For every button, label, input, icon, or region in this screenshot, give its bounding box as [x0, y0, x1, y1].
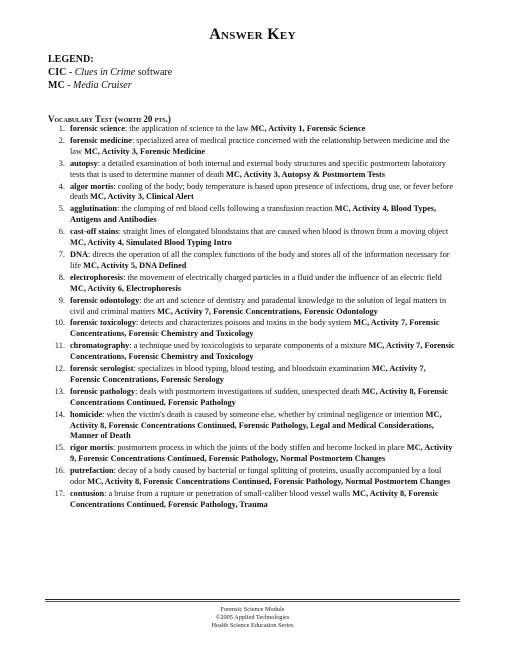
item-term: forensic odontology	[70, 295, 140, 305]
item-number: 9.	[58, 295, 65, 305]
item-term: homicide	[70, 409, 103, 419]
item-definition: : the application of science to the law	[124, 124, 251, 133]
item-number: 5.	[58, 204, 65, 214]
list-item	[48, 124, 455, 135]
item-reference: MC, Activity 7, Forensic Concentrations, Forensic Chemistry and Toxicology	[70, 341, 455, 362]
item-term: cast-off stains	[70, 227, 119, 237]
legend-heading: LEGEND:	[48, 54, 94, 65]
legend-abbr: CIC	[48, 67, 67, 78]
item-term: forensic medicine	[70, 135, 132, 145]
footer	[0, 606, 505, 630]
item-text	[70, 410, 455, 443]
list-item	[48, 204, 455, 226]
item-definition: : deals with postmortem investigations of sudden, unexpected death	[135, 386, 362, 396]
item-definition: : a technique used by toxicologists to separate components of a mixture	[129, 341, 369, 351]
legend-sep: -	[66, 67, 75, 78]
item-term: electrophoresis	[70, 272, 124, 282]
item-term: forensic science	[70, 124, 125, 133]
item-reference: MC, Activity 8, Forensic Concentrations Continued, Forensic Pathology	[70, 386, 449, 407]
item-number: 11.	[54, 341, 65, 351]
item-number: 10.	[54, 318, 65, 328]
legend-abbr: MC	[48, 80, 65, 91]
item-reference: MC, Activity 7, Forensic Concentrations, Forensic Serology	[70, 364, 426, 384]
item-number: 6.	[58, 227, 65, 237]
item-number: 2.	[58, 135, 65, 145]
item-text	[70, 227, 455, 249]
item-definition: : specialized area of medical practice concerned with the relationship between medicine and the law	[70, 135, 450, 156]
item-reference: MC, Activity 4, Simulated Blood Typing Intro	[70, 238, 232, 248]
item-number: 1.	[58, 124, 65, 133]
list-item	[48, 466, 455, 488]
item-term: chromatography	[70, 341, 130, 351]
item-definition: : decay of a body caused by bacterial or fungal splitting of proteins, usually accompanied by a foul odor	[70, 466, 442, 487]
list-item	[48, 318, 455, 340]
list-item	[48, 159, 455, 181]
item-number: 14.	[54, 409, 65, 419]
item-number: 3.	[58, 158, 65, 168]
item-reference: MC, Activity 3, Autopsy & Postmortem Tests	[225, 169, 385, 179]
item-reference: MC, Activity 4, Blood Types, Antigens and Antibodies	[70, 204, 437, 225]
item-number: 16.	[54, 466, 65, 476]
item-text	[70, 443, 455, 465]
item-term: algor mortis	[70, 181, 114, 191]
list-item	[48, 227, 455, 249]
item-reference: MC, Activity 1, Forensic Science	[250, 124, 366, 133]
legend-name: Media Cruiser	[73, 80, 132, 91]
legend-entry	[48, 79, 172, 92]
footer-line: Forensic Science Module	[220, 606, 285, 613]
item-term: autopsy	[70, 158, 98, 168]
list-item	[48, 341, 455, 363]
item-term: contusion	[70, 489, 105, 498]
item-text	[70, 364, 455, 386]
item-text	[70, 182, 455, 204]
item-number: 4.	[58, 181, 65, 191]
page-title: Answer Key	[209, 26, 296, 43]
item-reference: MC, Activity 8, Forensic Concentrations Continued, Forensic Pathology, Trauma	[70, 489, 439, 509]
item-number: 8.	[58, 272, 65, 282]
list-item	[48, 387, 455, 409]
item-term: agglutination	[70, 204, 118, 214]
item-text	[70, 159, 455, 181]
footer-line: ©2005 Applied Technologies	[215, 614, 290, 621]
section-title: Vocabulary Test (worth 20 pts.)	[48, 114, 171, 124]
list-item	[48, 182, 455, 204]
footer-line: Health Science Education Series	[211, 622, 294, 629]
item-reference: MC, Activity 5, DNA Defined	[83, 260, 187, 270]
legend-sep: -	[64, 80, 74, 91]
item-reference: MC, Activity 8, Forensic Concentrations Continued, Forensic Pathology, Legal and Medical Considerations, Manner of Death	[70, 409, 442, 441]
legend-suffix: software	[135, 67, 173, 78]
legend-entry	[48, 66, 172, 79]
list-item	[48, 273, 455, 295]
item-definition: : directs the operation of all the complex functions of the body and stores all of the information necessary for life	[70, 249, 450, 270]
item-number: 13.	[54, 386, 65, 396]
vocabulary-list	[48, 124, 455, 512]
item-text	[70, 489, 455, 511]
item-text	[70, 204, 455, 226]
item-definition: : postmortem process in which the joints of the body stiffen and become locked in place	[112, 443, 407, 453]
list-item	[48, 250, 455, 272]
item-definition: : detects and characterizes poisons and toxins in the body system	[135, 318, 354, 328]
item-term: forensic toxicology	[70, 318, 136, 328]
item-reference: MC, Activity 9, Forensic Concentrations Continued, Forensic Pathology, Normal Postmortem Changes	[70, 443, 453, 464]
item-text	[70, 341, 455, 363]
item-definition: : a detailed examination of both internal and external body structures and specific postmortem laboratory tests that is used to determine manner of death	[70, 158, 447, 179]
list-item	[48, 364, 455, 386]
footer-rule-thin	[45, 601, 460, 602]
item-term: forensic pathology	[70, 386, 136, 396]
item-text	[70, 250, 455, 272]
item-text	[70, 296, 455, 318]
item-text	[70, 318, 455, 340]
item-term: putrefaction	[70, 466, 114, 476]
item-text	[70, 273, 455, 295]
list-item	[48, 489, 455, 511]
item-reference: MC, Activity 8, Forensic Concentrations Continued, Forensic Pathology, Normal Postmortem Changes	[87, 477, 451, 487]
item-reference: MC, Activity 3, Clinical Alert	[90, 192, 194, 202]
legend	[48, 53, 172, 92]
list-item	[48, 410, 455, 443]
item-definition: : the clumping of red blood cells following a transfusion reaction	[117, 204, 335, 214]
item-term: forensic serologist	[70, 364, 134, 374]
item-reference: MC, Activity 7, Forensic Concentrations, Forensic Odontology	[157, 306, 378, 316]
item-text	[70, 466, 455, 488]
item-term: DNA	[70, 249, 88, 259]
item-text	[70, 136, 455, 158]
list-item	[48, 296, 455, 318]
item-term: rigor mortis	[70, 443, 113, 453]
item-number: 17.	[54, 489, 65, 498]
footer-rule	[45, 599, 460, 600]
item-definition: : the art and science of dentistry and paradental knowledge to the solution of legal matters in civil and criminal matters	[70, 295, 447, 316]
item-definition: : specializes in blood typing, blood testing, and bloodstain examination	[133, 364, 372, 374]
item-reference: MC, Activity 6, Electrophoresis	[70, 283, 181, 293]
item-number: 7.	[58, 249, 65, 259]
item-text	[70, 124, 455, 135]
item-reference: MC, Activity 7, Forensic Concentrations, Forensic Chemistry and Toxicology	[70, 318, 440, 339]
item-definition: : a bruise from a rupture or penetration of small-caliber blood vessel walls	[104, 489, 353, 498]
item-number: 15.	[54, 443, 65, 453]
item-definition: : straight lines of elongated bloodstains that are caused when blood is thrown from a moving object	[118, 227, 449, 237]
item-text	[70, 387, 455, 409]
list-item	[48, 136, 455, 158]
item-reference: MC, Activity 3, Forensic Medicine	[84, 146, 206, 156]
list-item	[48, 443, 455, 465]
item-number: 12.	[54, 364, 65, 374]
item-definition: : when the victim's death is caused by someone else, whether by criminal negligence or intention	[102, 409, 426, 419]
legend-name: Clues in Crime	[74, 67, 136, 78]
item-definition: : the movement of electrically charged particles in a fluid under the influence of an electric field	[123, 272, 442, 282]
item-definition: : cooling of the body; body temperature is based upon presence of infections, drug use, or fever before death	[70, 181, 454, 202]
